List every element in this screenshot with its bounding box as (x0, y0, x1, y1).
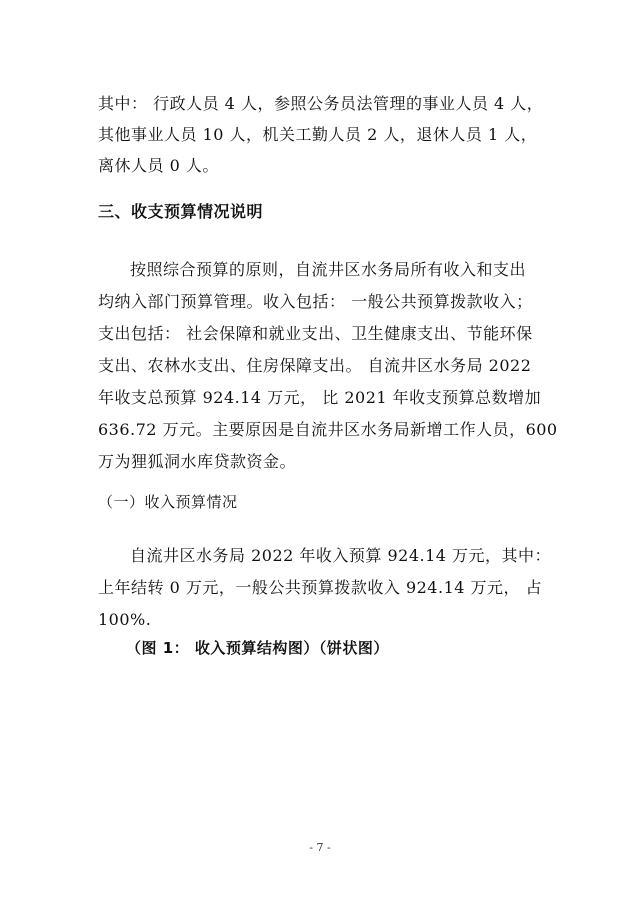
income-paragraph-line-2: 上年结转 0 万元，一般公共预算拨款收入 924.14 万元， 占 (98, 578, 543, 597)
budget-paragraph-line-4: 支出、农林水支出、住房保障支出。 自流井区水务局 2022 (98, 356, 532, 375)
staffing-line-1: 其中： 行政人员 4 人，参照公务员法管理的事业人员 4 人， (98, 94, 544, 113)
budget-paragraph-line-2: 均纳入部门预算管理。收入包括： 一般公共预算拨款收入； (98, 292, 533, 311)
staffing-line-2: 其他事业人员 10 人，机关工勤人员 2 人，退休人员 1 人， (98, 125, 538, 144)
income-paragraph-line-3: 100%. (98, 610, 152, 629)
subsection-heading-income: （一）收入预算情况 (98, 493, 238, 511)
budget-paragraph-line-5: 年收支总预算 924.14 万元， 比 2021 年收支预算总数增加 (98, 388, 542, 407)
page-number: - 7 - (309, 841, 331, 854)
budget-paragraph-line-1: 按照综合预算的原则，自流井区水务局所有收入和支出 (130, 260, 527, 279)
budget-paragraph-line-7: 万为狸狐洞水库贷款资金。 (98, 452, 297, 471)
budget-paragraph-line-3: 支出包括： 社会保障和就业支出、卫生健康支出、节能环保 (98, 324, 533, 343)
income-paragraph-line-1: 自流井区水务局 2022 年收入预算 924.14 万元，其中： (130, 546, 552, 565)
budget-paragraph-line-6: 636.72 万元。主要原因是自流井区水务局新增工作人员，600 (98, 420, 558, 439)
section-heading-budget-explanation: 三、收支预算情况说明 (98, 202, 264, 221)
staffing-line-3: 离休人员 0 人。 (98, 156, 219, 175)
figure-caption: （图 1： 收入预算结构图）（饼状图） (126, 639, 389, 657)
